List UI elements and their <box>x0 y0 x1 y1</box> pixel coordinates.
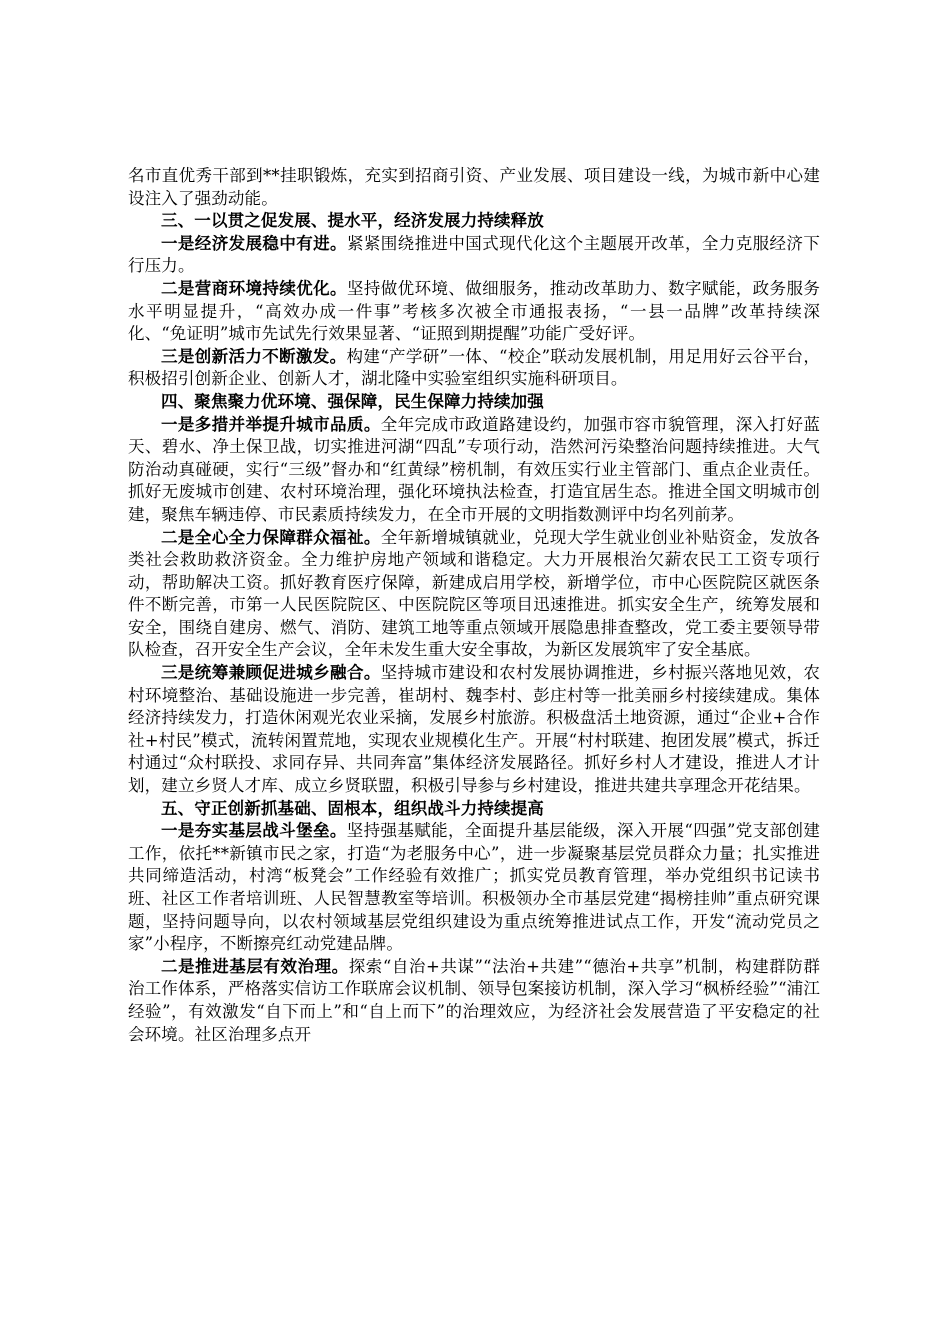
item-paragraph <box>128 233 820 278</box>
item-text: 紧紧围绕推进中国式现代化这个主题展开改革，全力克服经济下行压力。 <box>128 233 821 276</box>
item-text: 构建“产学研”一体、“校企”联动发展机制，用足用好云谷平台，积极招引创新企业、创新人才，湖北隆中实验室组织实施科研项目。 <box>128 346 820 389</box>
item-paragraph <box>128 278 820 346</box>
section-heading: 五、守正创新抓基础、固根本，组织战斗力持续提高 <box>161 798 544 818</box>
item-lead: 一是经济发展稳中有进。 <box>161 233 347 253</box>
item-paragraph <box>128 662 820 798</box>
document-body <box>128 165 820 1046</box>
item-lead: 三是统筹兼顾促进城乡融合。 <box>161 663 381 683</box>
item-text: 坚持强基赋能，全面提升基层能级，深入开展“四强”党支部创建工作，依托**新镇市民之家，打造“为老服务中心”，进一步凝聚基层党员群众力量；扎实推进共同缔造活动，村湾“板凳会”工作经验有效推广；抓实党员教育管理，举办党组织书记读书班、社区工作者培训班、人民智慧教室等培训。积极领办全市基层党建“揭榜挂帅”重点研究课题，坚持问题导向，以农村领域基层党组织建设为重点统筹推进试点工作，开发“流动党员之家”小程序，不断擦亮红动党建品牌。 <box>128 821 820 954</box>
item-lead: 二是全心全力保障群众福祉。 <box>161 527 381 547</box>
continuation-paragraph: 名市直优秀干部到**挂职锻炼，充实到招商引资、产业发展、项目建设一线，为城市新中心建设注入了强劲动能。 <box>128 166 820 208</box>
item-text: 全年新增城镇就业，兑现大学生就业创业补贴资金，发放各类社会救助救济资金。全力维护房地产领域和谐稳定。大力开展根治欠薪农民工工资专项行动，帮助解决工资。抓好教育医疗保障，新建成启用学校，新增学位，市中心医院院区就医条件不断完善，市第一人民医院院区、中医院院区等项目迅速推进。抓实安全生产，统筹发展和安全，围绕自建房、燃气、消防、建筑工地等重点领域开展隐患排查整改，党工委主要领导带队检查，召开安全生产会议，全年未发生重大安全事故，为新区发展筑牢了安全基底。 <box>128 527 820 660</box>
item-lead: 二是营商环境持续优化。 <box>161 278 347 298</box>
item-lead: 一是夯实基层战斗堡垒。 <box>161 821 347 841</box>
item-text: 探索“自治+共谋”“法治+共建”“德治+共享”机制，构建群防群治工作体系，严格落实信访工作联席会议机制、领导包案接访机制，深入学习“枫桥经验”“浦江经验”，有效激发“自下而上”和“自上而下”的治理效应，为经济社会发展营造了平安稳定的社会环境。社区治理多点开 <box>128 956 820 1044</box>
section-heading: 四、聚焦聚力优环境、强保障，民生保障力持续加强 <box>161 391 544 411</box>
item-paragraph <box>128 527 820 663</box>
item-lead: 三是创新活力不断激发。 <box>161 346 347 366</box>
item-lead: 二是推进基层有效治理。 <box>161 956 349 976</box>
item-lead: 一是多措并举提升城市品质。 <box>161 414 381 434</box>
item-text: 全年完成市政道路建设约，加强市容市貌管理，深入打好蓝天、碧水、净土保卫战，切实推进河湖“四乱”专项行动，浩然河污染整治问题持续推进。大气防治动真碰硬，实行“三级”督办和“红黄绿”榜机制，有效压实行业主管部门、重点企业责任。抓好无废城市创建、农村环境治理，强化环境执法检查，打造宜居生态。推进全国文明城市创建，聚焦车辆违停、市民素质持续发力，在全市开展的文明指数测评中均名列前茅。 <box>128 414 820 524</box>
section-heading: 三、一以贯之促发展、提水平，经济发展力持续释放 <box>161 211 544 231</box>
item-paragraph <box>128 820 820 956</box>
item-paragraph <box>128 346 820 391</box>
item-paragraph <box>128 414 820 527</box>
item-paragraph <box>128 956 820 1046</box>
item-text: 坚持城市建设和农村发展协调推进，乡村振兴落地见效，农村环境整治、基础设施进一步完善，崔胡村、魏李村、彭庄村等一批美丽乡村接续建成。集体经济持续发力，打造休闲观光农业采摘，发展乡村旅游。积极盘活土地资源，通过“企业+合作社+村民”模式，流转闲置荒地，实现农业规模化生产。开展“村村联建、抱团发展”模式，拆迁村通过“众村联投、求同存异、共同奔富”集体经济发展路径。抓好乡村人才建设，推进人才计划，建立乡贤人才库、成立乡贤联盟，积极引导参与乡村建设，推进共建共享理念开花结果。 <box>128 663 820 796</box>
item-text: 坚持做优环境、做细服务，推动改革助力、数字赋能，政务服务水平明显提升，“高效办成一件事”考核多次被全市通报表扬，“一县一品牌”改革持续深化、“免证明”城市先试先行效果显著、“证照到期提醒”功能广受好评。 <box>128 278 821 344</box>
